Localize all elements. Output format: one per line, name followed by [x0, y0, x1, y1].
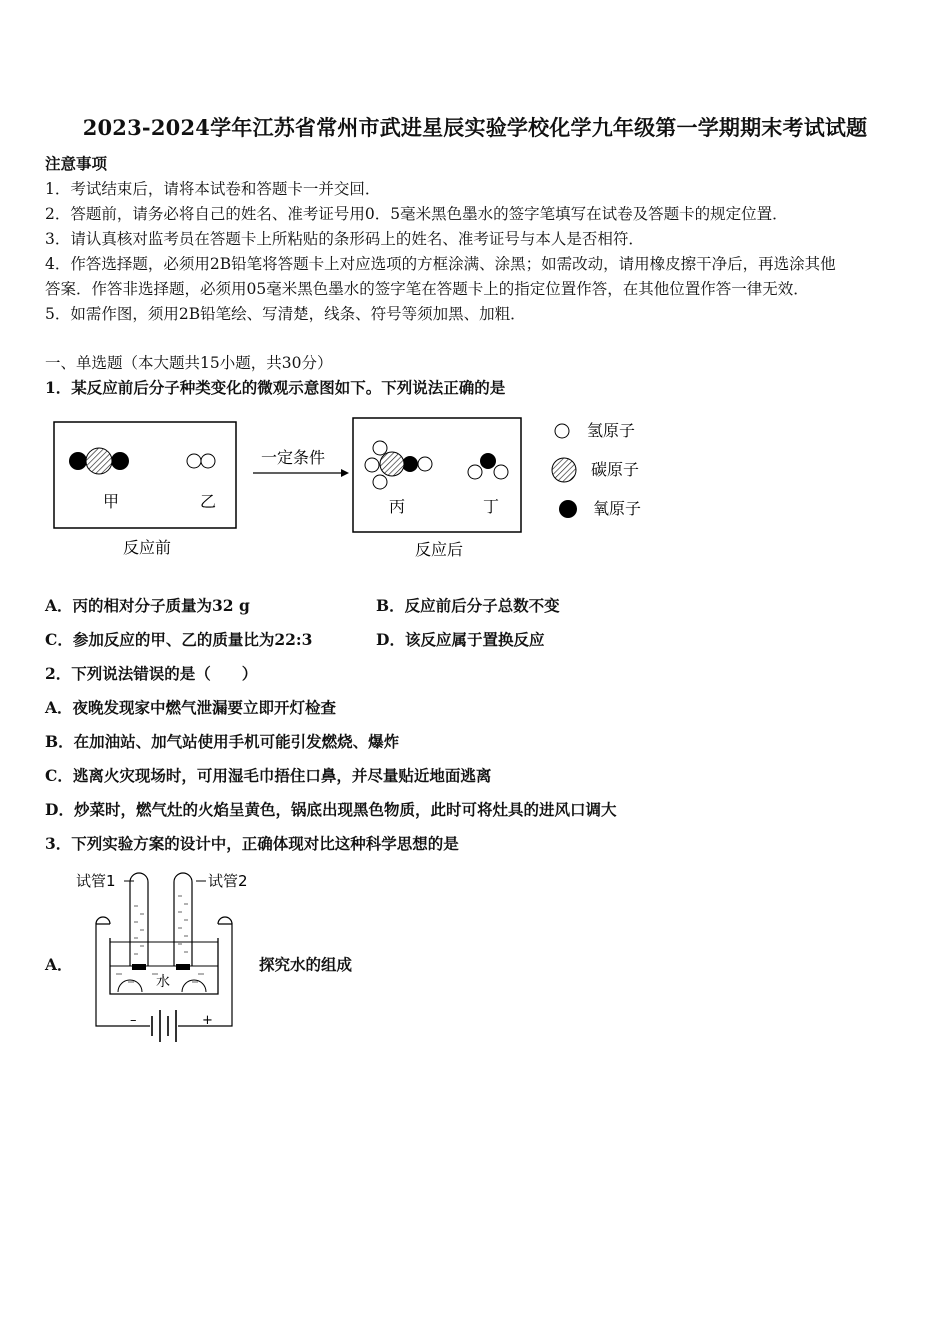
- q2-option-b: B．在加油站、加气站使用手机可能引发燃烧、爆炸: [45, 732, 400, 751]
- q2-option-a: A．夜晚发现家中燃气泄漏要立即开灯检查: [45, 698, 337, 717]
- q3-option-a-text: 探究水的组成: [259, 955, 353, 974]
- label-ding: 丁: [483, 497, 500, 516]
- bing-molecule: [365, 441, 432, 489]
- q2-option-c: C．逃离火灾现场时，可用湿毛巾捂住口鼻，并尽量贴近地面逃离: [45, 766, 492, 785]
- notice-heading: 注意事项: [45, 154, 108, 173]
- label-after: 反应后: [415, 540, 464, 559]
- notice-item: 答案．作答非选择题，必须用05毫米黑色墨水的签字笔在答题卡上的指定位置作答，在其他位置作答一律无效．: [45, 280, 809, 298]
- notice-item: 4．作答选择题，必须用2B铅笔将答题卡上对应选项的方框涂满、涂黑；如需改动，请用橡皮擦干净后，再选涂其他: [45, 255, 836, 273]
- label-before: 反应前: [123, 538, 172, 557]
- label-condition: 一定条件: [261, 448, 326, 467]
- label-tube2: 试管2: [208, 872, 248, 890]
- notice-item: 1．考试结束后，请将本试卷和答题卡一并交回．: [45, 180, 381, 198]
- question-2-stem: 2．下列说法错误的是（ ）: [45, 664, 258, 683]
- tube-2: [174, 873, 192, 966]
- label-water: 水: [156, 974, 170, 990]
- legend-o-label: 氧原子: [593, 499, 642, 518]
- reaction-diagram: [45, 405, 665, 570]
- notice-item: 2．答题前，请务必将自己的姓名、准考证号用0．5毫米黑色墨水的签字笔填写在试卷及答题卡的规定位置．: [45, 205, 788, 223]
- electrolysis-diagram: [72, 862, 262, 1052]
- label-jia: 甲: [103, 492, 120, 511]
- q1-option-a: A．丙的相对分子质量为32 g: [45, 596, 250, 615]
- q1-option-d: D．该反应属于置换反应: [376, 630, 545, 649]
- section-heading: 一、单选题（本大题共15小题，共30分）: [45, 354, 333, 372]
- legend-h-label: 氢原子: [587, 421, 636, 440]
- yi-molecule: [187, 454, 215, 468]
- notice-item: 5．如需作图，须用2B铅笔绘、写清楚，线条、符号等须加黑、加粗．: [45, 305, 526, 323]
- legend-c-label: 碳原子: [591, 460, 640, 479]
- notice-item: 3．请认真核对监考员在答题卡上所粘贴的条形码上的姓名、准考证号与本人是否相符．: [45, 230, 644, 248]
- tube-1: [130, 873, 148, 966]
- q1-option-b: B．反应前后分子总数不变: [376, 596, 560, 615]
- before-box: [54, 422, 236, 528]
- page-title: 2023-2024学年江苏省常州市武进星辰实验学校化学九年级第一学期期末考试试题: [82, 115, 868, 140]
- jia-molecule: [69, 448, 129, 474]
- q1-option-c: C．参加反应的甲、乙的质量比为22:3: [45, 630, 313, 649]
- q3-option-a-letter: A．: [45, 955, 73, 974]
- q2-option-d: D．炒菜时，燃气灶的火焰呈黄色，锅底出现黑色物质，此时可将灶具的进风口调大: [45, 800, 617, 819]
- label-minus: –: [130, 1013, 137, 1028]
- label-plus: +: [202, 1013, 213, 1028]
- legend-o-icon: [559, 500, 577, 518]
- legend-h-icon: [555, 424, 569, 438]
- question-1-stem: 1．某反应前后分子种类变化的微观示意图如下。下列说法正确的是: [45, 378, 506, 397]
- legend-c-icon: [552, 458, 576, 482]
- label-tube1: 试管1: [76, 872, 116, 890]
- ding-molecule: [468, 453, 508, 479]
- label-bing: 丙: [389, 497, 406, 516]
- label-yi: 乙: [200, 492, 217, 511]
- question-3-stem: 3．下列实验方案的设计中，正确体现对比这种科学思想的是: [45, 834, 459, 853]
